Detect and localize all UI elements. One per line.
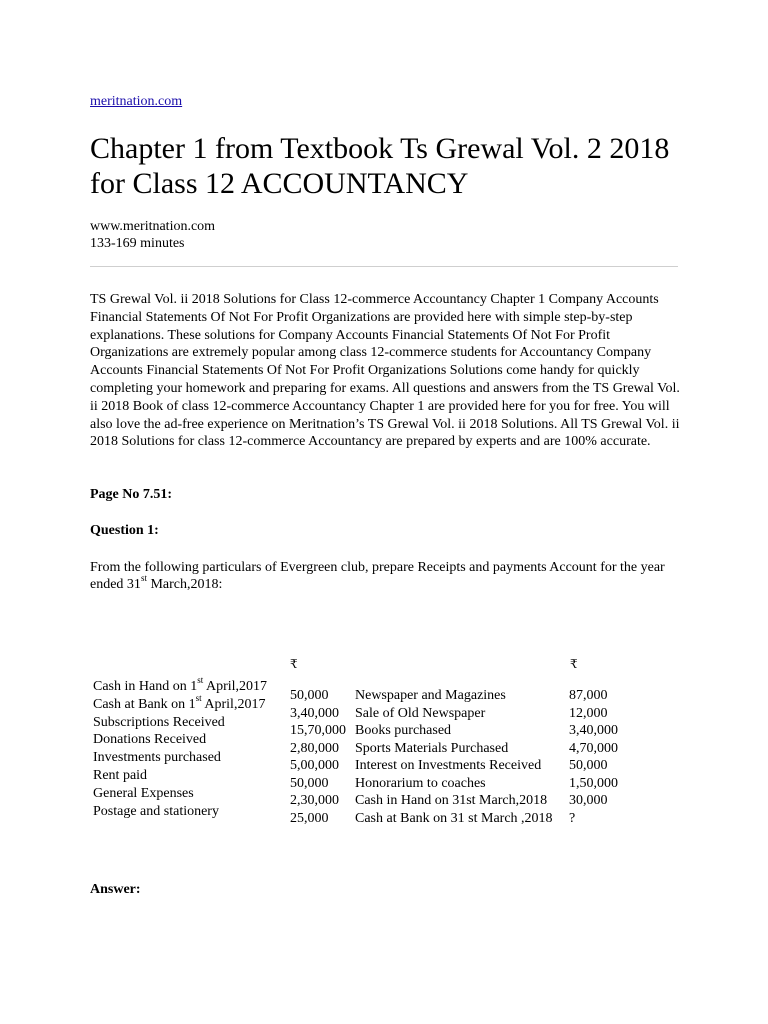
page-title: Chapter 1 from Textbook Ts Grewal Vol. 2 2018 for Class 12 ACCOUNTANCY — [90, 132, 670, 200]
right-items-column — [355, 687, 553, 827]
table-row: Sale of Old Newspaper — [355, 705, 486, 721]
amount-cell: 50,000 — [569, 758, 608, 773]
divider — [90, 266, 678, 267]
reading-time: 133-169 minutes — [90, 236, 185, 251]
page-number-heading: Page No 7.51: — [90, 487, 173, 502]
table-row: Postage and stationery — [93, 803, 219, 819]
table-row: Newspaper and Magazines — [355, 688, 506, 703]
table-row: Cash in Hand on 1st April,2017 — [93, 675, 268, 694]
table-row: General Expenses — [93, 785, 194, 801]
question-heading: Question 1: — [90, 523, 159, 538]
amount-cell: ? — [569, 810, 576, 826]
amount-cell: 15,70,000 — [290, 723, 346, 738]
amount-cell: 50,000 — [290, 775, 329, 791]
table-row: Sports Materials Purchased — [355, 740, 509, 756]
amount-cell: 4,70,000 — [569, 740, 618, 756]
left-items-column — [93, 675, 268, 820]
table-row: Cash at Bank on 1st April,2017 — [93, 693, 266, 712]
amount-cell: 2,80,000 — [290, 740, 339, 756]
table-row: Rent paid — [93, 767, 148, 783]
amount-cell: 5,00,000 — [290, 758, 339, 773]
table-row: Subscriptions Received — [93, 714, 225, 730]
amount-cell: 25,000 — [290, 810, 329, 826]
article-meta — [90, 218, 215, 252]
amount-cell: 50,000 — [290, 688, 329, 703]
table-row: Books purchased — [355, 723, 452, 738]
table-row: Cash in Hand on 31st March,2018 — [355, 793, 548, 808]
table-row: Honorarium to coaches — [355, 775, 486, 791]
right-amounts-column — [569, 687, 618, 827]
amount-cell: 30,000 — [569, 793, 608, 808]
amount-cell: 2,30,000 — [290, 793, 339, 808]
rupee-symbol-left: ₹ — [290, 657, 298, 671]
table-row: Cash at Bank on 31 st March ,2018 — [355, 810, 553, 826]
amount-cell: 3,40,000 — [290, 705, 339, 721]
intro-paragraph: TS Grewal Vol. ii 2018 Solutions for Class 12-commerce Accountancy Chapter 1 Company Accounts Financial Statements Of Not For Profit Organizations are provided here with simple step-by-step explanations. These solutions for Company Accounts Financial Statements Of Not For Profit Organizations are extremely popular among class 12-commerce students for Accountancy Company Accounts Financial Statements Of Not For Profit Organizations Solutions come handy for quickly completing your homework and preparing for exams. All questions and answers from the TS Grewal Vol. ii 2018 Book of class 12-commerce Accountancy Chapter 1 are provided here for you for free. You will also love the ad-free experience on Meritnation’s TS Grewal Vol. ii 2018 Solutions. All TS Grewal Vol. ii 2018 Solutions for class 12-commerce Accountancy are prepared by experts and are 100% accurate. — [90, 292, 680, 450]
table-row: Interest on Investments Received — [355, 758, 542, 773]
answer-heading: Answer: — [90, 882, 141, 897]
table-row: Donations Received — [93, 732, 207, 748]
rupee-symbol-right: ₹ — [570, 657, 578, 671]
amount-cell: 3,40,000 — [569, 723, 618, 738]
site-url: www.meritnation.com — [90, 219, 216, 234]
source-link[interactable]: meritnation.com — [90, 94, 183, 109]
amount-cell: 12,000 — [569, 705, 608, 721]
question-text: From the following particulars of Evergreen club, prepare Receipts and payments Account for the year ended 31st March,2018: — [90, 560, 665, 592]
amount-cell: 1,50,000 — [569, 775, 618, 791]
amount-cell: 87,000 — [569, 688, 608, 703]
left-amounts-column — [290, 687, 346, 827]
table-row: Investments purchased — [93, 750, 221, 766]
